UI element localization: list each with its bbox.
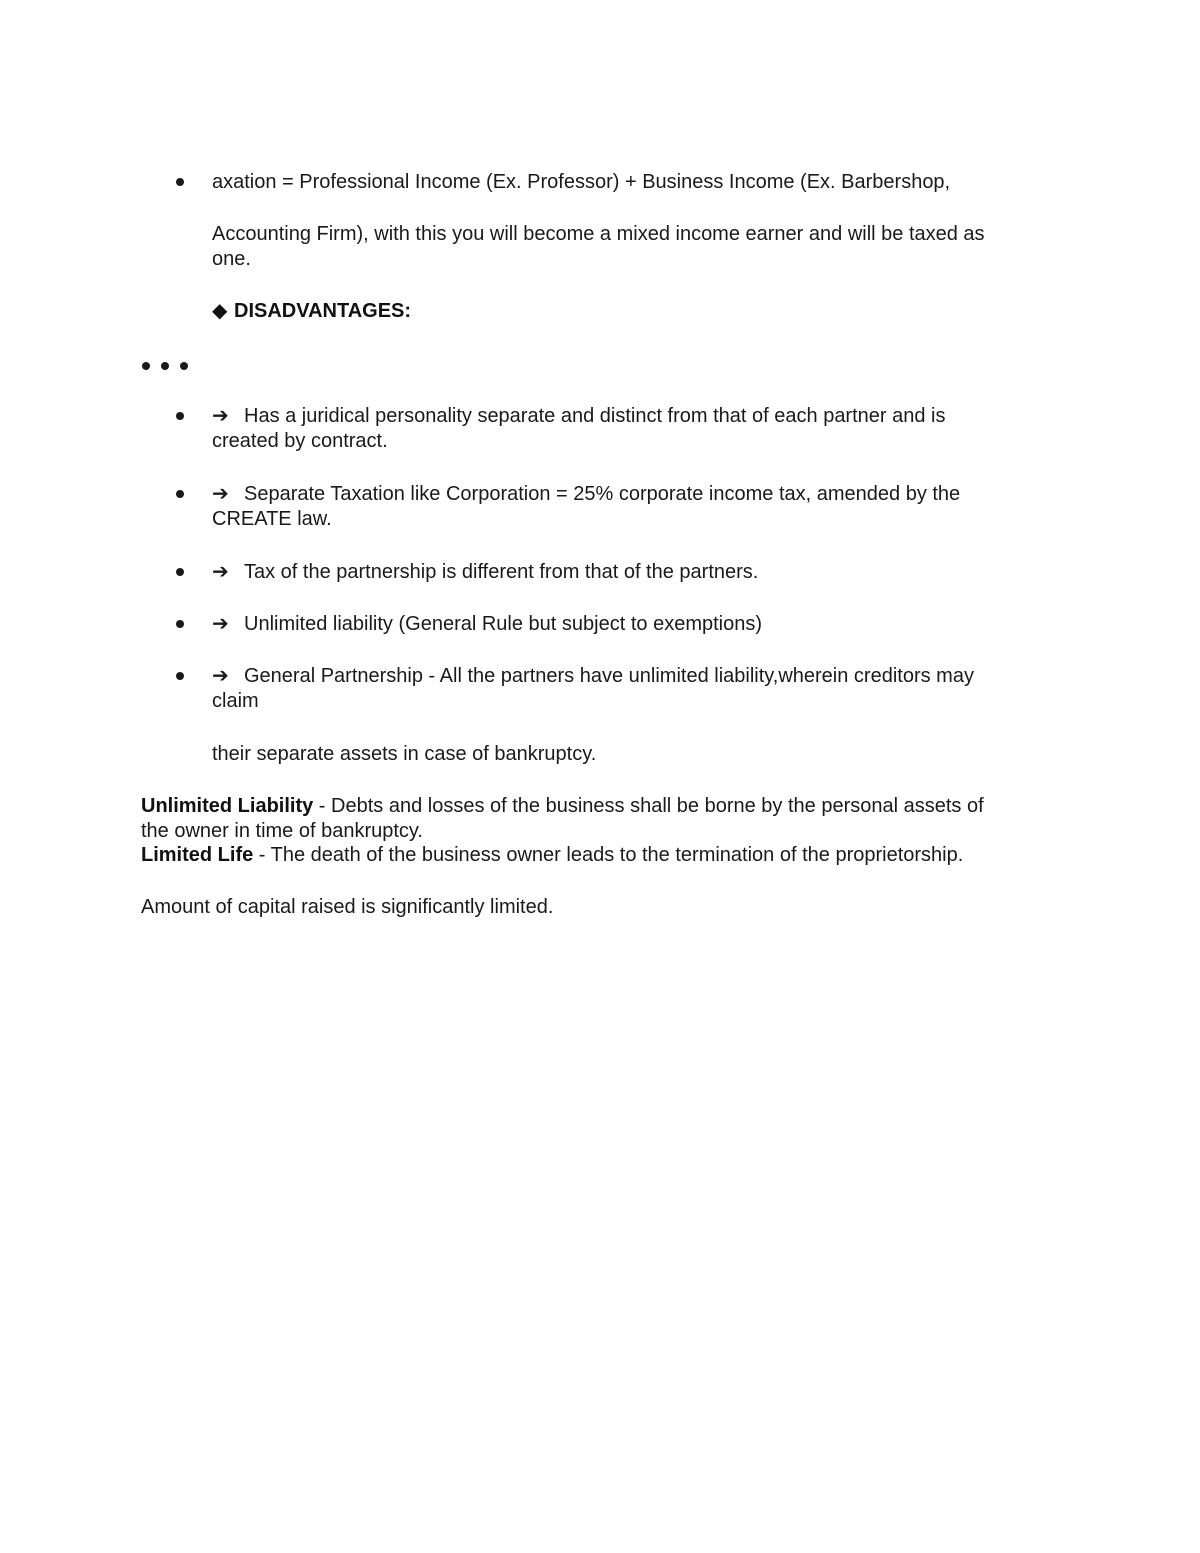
intro-line-2: Accounting Firm), with this you will become a mixed income earner and will be taxed as [212,223,985,245]
list-item-text: Tax of the partnership is different from that of the partners. [244,561,759,583]
list-item-text: Separate Taxation like Corporation = 25% corporate income tax, amended by the [244,483,961,505]
limited-life-term: Limited Life [141,844,254,866]
bullet-dot [176,672,184,680]
list-item [212,482,960,507]
list-item-continuation: claim [212,690,259,712]
bullet-dot [161,362,169,370]
bullet-dot [176,490,184,498]
limited-life-paragraph [141,843,963,868]
limited-life-text: - The death of the business owner leads to the termination of the proprietorship. [253,844,964,866]
list-item [212,664,974,689]
unlimited-liability-continuation: the owner in time of bankruptcy. [141,820,423,842]
arrow-icon: ➔ [212,483,229,505]
list-item-text: Unlimited liability (General Rule but subject to exemptions) [244,613,763,635]
list-item [212,560,758,585]
unlimited-liability-text: - Debts and losses of the business shall be borne by the personal assets of [313,795,984,817]
list-item-text: General Partnership - All the partners have unlimited liability,wherein creditors may [244,665,974,687]
bullet-dot [176,412,184,420]
list-item [212,612,762,637]
list-item-continuation: created by contract. [212,430,388,452]
capital-paragraph: Amount of capital raised is significantly limited. [141,896,554,918]
disadvantages-heading-text: DISADVANTAGES: [234,300,412,322]
intro-line-1: axation = Professional Income (Ex. Professor) + Business Income (Ex. Barbershop, [212,171,951,193]
bullet-dot [176,620,184,628]
bullet-dot [142,362,150,370]
arrow-icon: ➔ [212,613,229,635]
bullet-dot [176,568,184,576]
bullet-dot [180,362,188,370]
continuation-text: their separate assets in case of bankruptcy. [212,743,597,765]
disadvantages-heading [212,299,411,324]
list-item-text: Has a juridical personality separate and distinct from that of each partner and is [244,405,946,427]
bullet-dot [176,178,184,186]
arrow-icon: ➔ [212,405,229,427]
intro-line-3: one. [212,248,251,270]
diamond-icon: ◆ [212,300,228,322]
list-item [212,404,945,429]
unlimited-liability-term: Unlimited Liability [141,795,314,817]
arrow-icon: ➔ [212,561,229,583]
unlimited-liability-paragraph [141,794,984,819]
arrow-icon: ➔ [212,665,229,687]
list-item-continuation: CREATE law. [212,508,332,530]
